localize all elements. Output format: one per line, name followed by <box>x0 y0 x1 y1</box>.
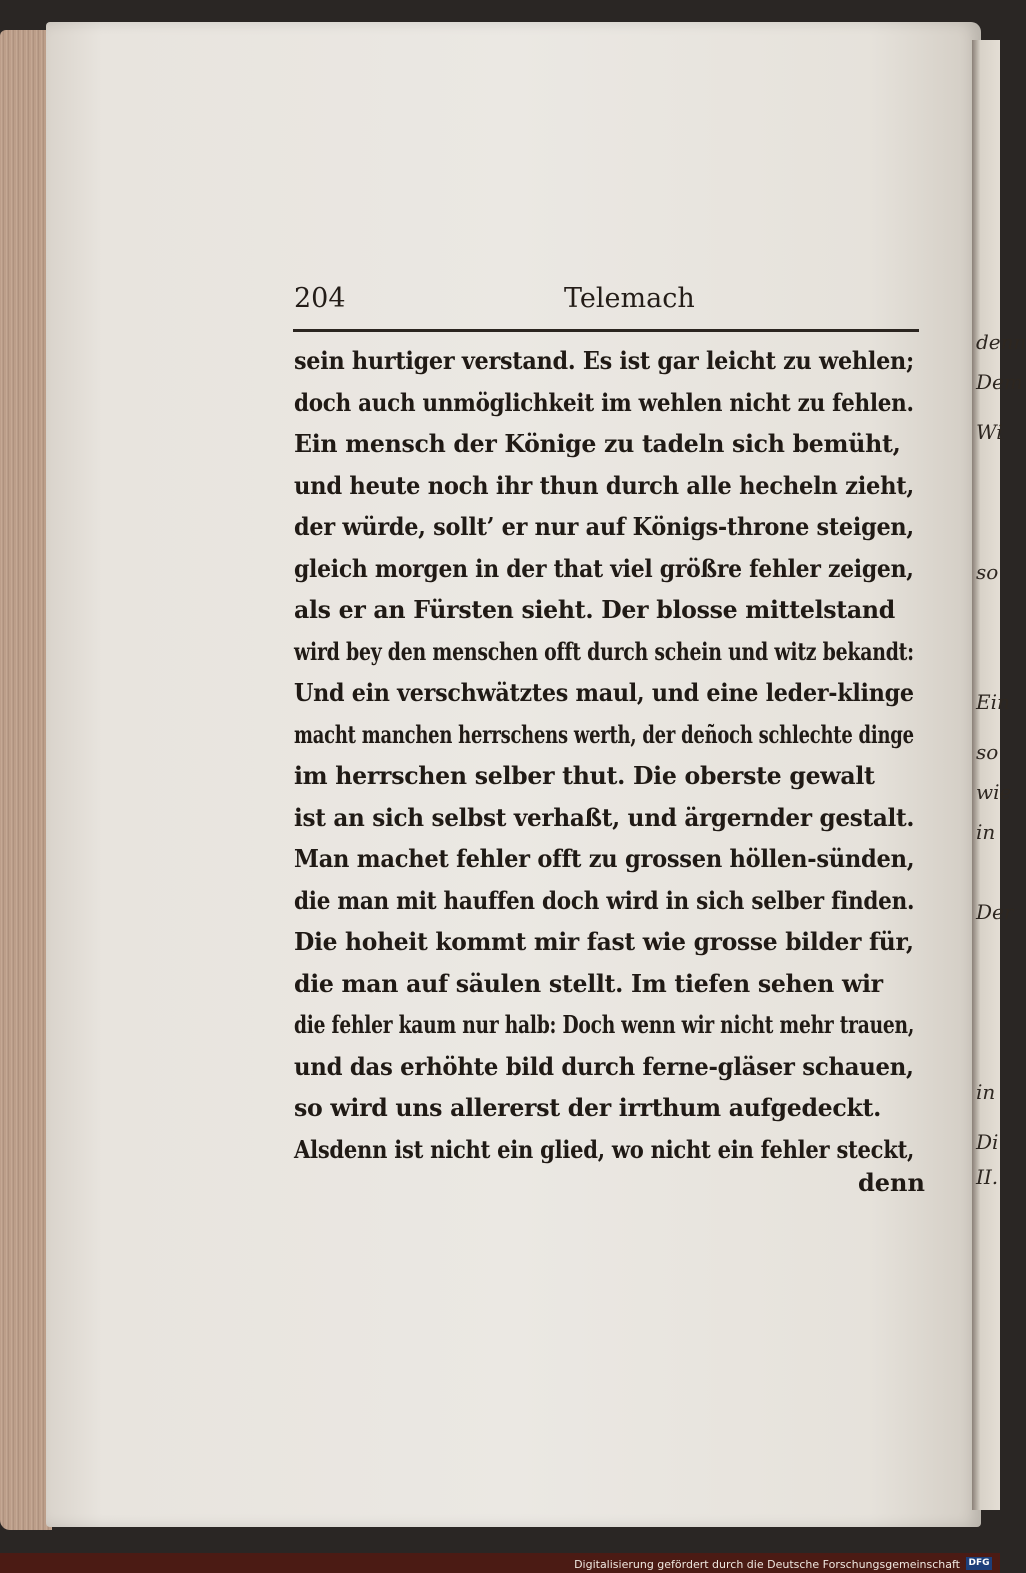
page-number: 204 <box>294 283 346 314</box>
running-title: Telemach <box>564 283 695 314</box>
digitization-credit: Digitalisierung gefördert durch die Deutsche Forschungsgemeinschaft <box>574 1558 960 1571</box>
text-line: macht manchen herrschens werth, der deñoch schlechte dinge <box>294 719 914 749</box>
facing-page-fragment: in <box>976 820 996 844</box>
page-header <box>292 283 920 323</box>
text-line: die man auf säulen stellt. Im tiefen sehen wir <box>294 968 883 998</box>
facing-page-fragment: Der <box>976 900 1014 924</box>
text-line: wird bey den menschen offt durch schein und witz bekandt: <box>294 636 914 666</box>
text-line: Und ein verschwätztes maul, und eine leder-klinge <box>294 678 914 707</box>
facing-page-fragment: Di <box>976 1130 999 1154</box>
footer-bar <box>0 1553 1000 1573</box>
text-line: so wird uns allererst der irrthum aufgedeckt. <box>294 1093 882 1122</box>
text-line: gleich morgen in der that viel größre fehler zeigen, <box>294 553 914 583</box>
facing-page-fragment: in <box>976 1080 996 1104</box>
facing-page-fragment: Wi <box>976 420 1003 444</box>
text-line: Man machet fehler offt zu grossen höllen-sünden, <box>294 844 915 873</box>
facing-page-fragment: so <box>976 560 999 584</box>
facing-page-fragment: Dem <box>976 370 1023 394</box>
text-line: die fehler kaum nur halb: Doch wenn wir nicht mehr trauen, <box>294 1010 915 1039</box>
facing-page-strip <box>972 40 1026 1510</box>
text-line: sein hurtiger verstand. Es ist gar leicht zu wehlen; <box>294 346 914 375</box>
facing-page-fragment: so <box>976 740 999 764</box>
text-line: und das erhöhte bild durch ferne-gläser schauen, <box>294 1051 914 1081</box>
facing-page-fragment: denn <box>976 330 1026 354</box>
text-line: doch auch unmöglichkeit im wehlen nicht zu fehlen. <box>294 387 914 417</box>
header-rule <box>293 329 919 332</box>
text-line: der würde, sollt’ er nur auf Königs-throne steigen, <box>294 512 914 541</box>
book-page-edges <box>0 30 52 1530</box>
text-line: Ein mensch der Könige zu tadeln sich bemüht, <box>294 429 901 458</box>
catchword: denn <box>858 1168 925 1197</box>
text-line: im herrschen selber thut. Die oberste gewalt <box>294 761 875 790</box>
text-line: und heute noch ihr thun durch alle hecheln zieht, <box>294 470 915 500</box>
text-line: als er an Fürsten sieht. Der blosse mittelstand <box>294 595 895 624</box>
facing-page-fragment: II. <box>976 1165 999 1189</box>
text-line: Die hoheit kommt mir fast wie grosse bilder für, <box>294 927 914 956</box>
verse-text-block <box>294 340 924 1170</box>
facing-page-fragment: Ein <box>976 690 1010 714</box>
dfg-logo: DFG <box>966 1557 992 1570</box>
text-line: ist an sich selbst verhaßt, und ärgernder gestalt. <box>294 802 915 832</box>
text-line: Alsdenn ist nicht ein glied, wo nicht ein fehler steckt, <box>294 1134 915 1164</box>
text-line: die man mit hauffen doch wird in sich selber finden. <box>294 885 915 915</box>
facing-page-fragment: wie <box>976 780 1012 804</box>
